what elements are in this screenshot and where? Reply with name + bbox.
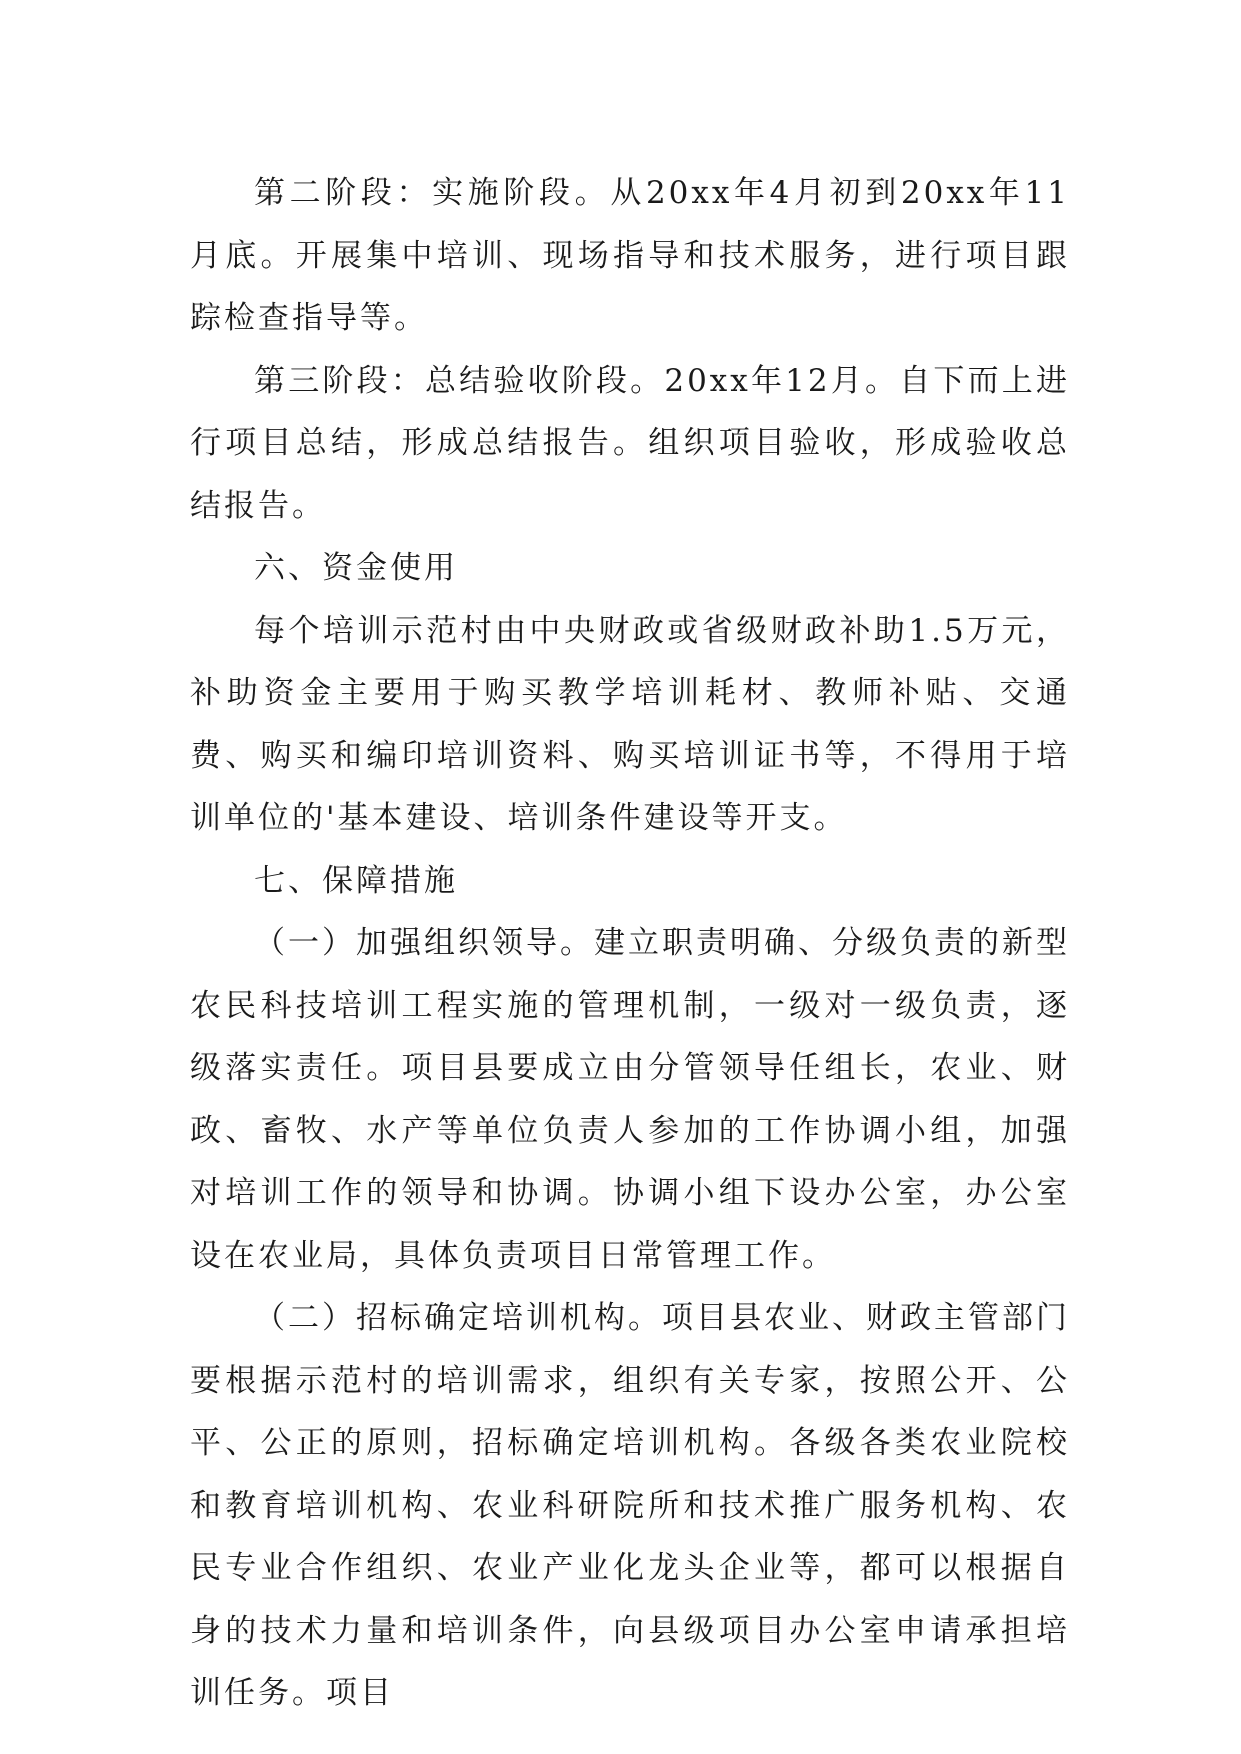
paragraph-stage-two: 第二阶段：实施阶段。从20xx年4月初到20xx年11月底。开展集中培训、现场指导和技术服务，进行项目跟踪检查指导等。 <box>190 175 1070 336</box>
paragraph-stage-three: 第三阶段：总结验收阶段。20xx年12月。自下而上进行项目总结，形成总结报告。组织项目验收，形成验收总结报告。 <box>190 362 1070 524</box>
section-heading-funding: 六、资金使用 <box>254 550 458 586</box>
paragraph-funding: 每个培训示范村由中央财政或省级财政补助1.5万元，补助资金主要用于购买教学培训耗材、教师补贴、交通费、购买和编印培训资料、购买培训证书等，不得用于培训单位的'基本建设、培训条件建设等开支。 <box>190 612 1070 836</box>
paragraph-tendering: （二）招标确定培训机构。项目县农业、财政主管部门要根据示范村的培训需求，组织有关专家，按照公开、公平、公正的原则，招标确定培训机构。各级各类农业院校和教育培训机构、农业科研院所和技术推广服务机构、农民专业合作组织、农业产业化龙头企业等，都可以根据自身的技术力量和培训条件，向县级项目办公室申请承担培训任务。项目 <box>190 1300 1070 1711</box>
document-body <box>190 162 1070 1725</box>
section-heading-safeguards: 七、保障措施 <box>254 862 458 899</box>
paragraph-organization: （一）加强组织领导。建立职责明确、分级负责的新型农民科技培训工程实施的管理机制，一级对一级负责，逐级落实责任。项目县要成立由分管领导任组长，农业、财政、畜牧、水产等单位负责人参加的工作协调小组，加强对培训工作的领导和协调。协调小组下设办公室，办公室设在农业局，具体负责项目日常管理工作。 <box>190 925 1070 1274</box>
